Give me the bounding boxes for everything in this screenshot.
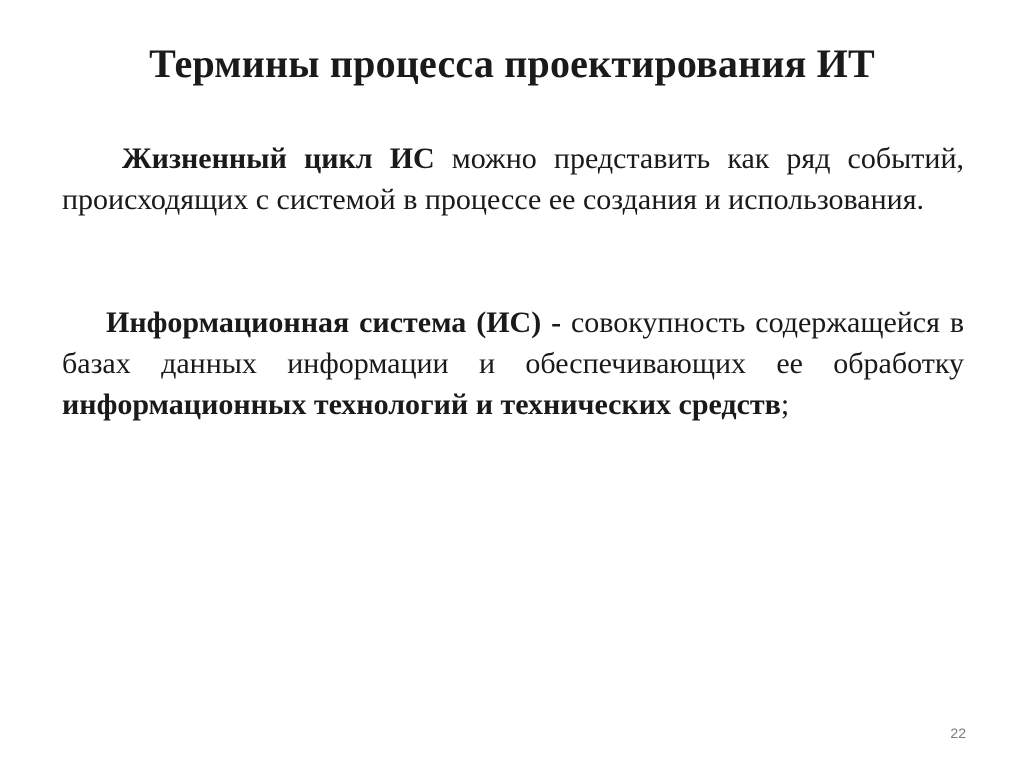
term-life-cycle: Жизненный цикл ИС: [122, 142, 435, 175]
slide-title: Термины процесса проектирования ИТ: [149, 41, 875, 86]
term-information-system: Информационная система (ИС) -: [106, 306, 562, 339]
paragraph-information-system: [62, 302, 964, 425]
paragraph-text: совокупность содержащейся в базах данных информации и обеспечивающих ее обработку: [62, 306, 964, 380]
paragraph-text: можно представить как ряд событий, происходящих с системой в процессе ее создания и использования.: [62, 142, 964, 216]
term-it-and-means: информационных технологий и технических средств: [62, 388, 781, 421]
paragraph-end: ;: [780, 388, 790, 421]
paragraph-life-cycle: [62, 138, 964, 220]
page-number: 22: [950, 725, 966, 741]
